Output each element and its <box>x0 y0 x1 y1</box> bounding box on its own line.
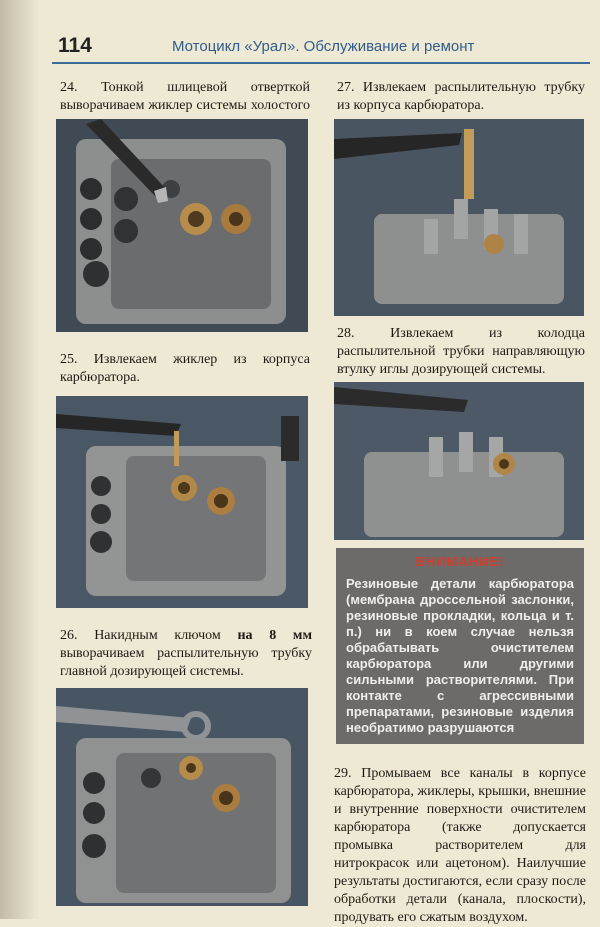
warning-text: Резиновые детали карбюратора (мембрана дроссельной заслонки, резиновые прокладки, кольца и т. п.) ни в коем случае нельзя обрабатывать очистителем карбюратора или другими сильными растворителями. При контакте с агрессивными препаратами, резиновые изделия необратимо разрушаются <box>346 576 574 735</box>
step-27-caption: 27. Извлекаем распылительную трубку из корпуса карбюратора. <box>337 80 585 113</box>
photo-step-24 <box>56 119 308 332</box>
step-26-wrench-size: на 8 мм <box>237 628 312 643</box>
step-28-caption: 28. Извлекаем из колодца распылительной трубки направляющую втулку иглы дозирующей системы. <box>337 326 585 377</box>
step-29-caption: 29. Промываем все каналы в корпусе карбюратора, жиклеры, крышки, внешние и внутренние поверхности очистителем карбюратора (также допускается промывка растворителем для нитрокрасок или ацетоном). Наилучшие результаты достигаются, если сразу после обработки детали (канала, плоскости), продувать его сжатым воздухом. <box>334 766 586 925</box>
step-26-text-end: выворачиваем распылительную трубку главной дозирующей системы. <box>60 646 312 679</box>
header-rule <box>52 62 590 64</box>
warning-box <box>336 548 584 744</box>
photo-step-27 <box>334 119 584 316</box>
step-24-caption: 24. Тонкой шлицевой отверткой выворачиваем жиклер системы холостого <box>60 80 310 113</box>
step-26-caption <box>60 627 312 681</box>
photo-step-26 <box>56 688 308 906</box>
page-header <box>0 0 600 70</box>
warning-title: ВНИМАНИЕ! <box>415 554 505 569</box>
page-gutter-shadow <box>0 0 40 919</box>
step-26-text-start: 26. Накидным ключом <box>60 628 238 643</box>
step-25-caption: 25. Извлекаем жиклер из корпуса карбюратора. <box>60 352 310 385</box>
photo-step-25 <box>56 396 308 608</box>
page-number: 114 <box>58 34 92 57</box>
running-title: Мотоцикл «Урал». Обслуживание и ремонт <box>172 38 475 55</box>
photo-step-28 <box>334 382 584 540</box>
